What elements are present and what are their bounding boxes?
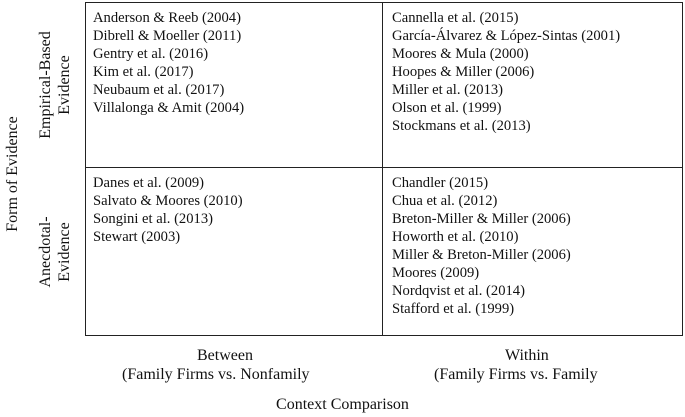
matrix-horizontal-divider [85,167,683,168]
column-label-between-line2: (Family Firms vs. Nonfamily [122,366,310,383]
citation-item: Chandler (2015) [392,175,489,191]
citation-item: Nordqvist et al. (2014) [392,283,525,299]
citation-item: Danes et al. (2009) [93,175,205,191]
citation-item: Songini et al. (2013) [93,211,213,227]
column-label-within [0,346,685,384]
citation-item: Cannella et al. (2015) [392,10,519,26]
citation-item: Miller & Breton-Miller (2006) [392,247,571,263]
x-axis-title: Context Comparison [276,396,409,413]
column-label-within-line1: Within [505,347,549,364]
row-label-empirical-line2: Evidence [56,55,73,115]
cell-anecdotal-between [93,174,243,246]
citation-item: Stockmans et al. (2013) [392,118,531,134]
row-label-anecdotal-line2: Evidence [56,222,73,282]
row-label-empirical [36,5,74,165]
matrix-vertical-divider [382,2,383,336]
cell-empirical-between [93,9,244,117]
row-label-anecdotal [36,172,74,332]
y-axis-title: Form of Evidence [4,116,21,232]
citation-item: Breton-Miller & Miller (2006) [392,211,571,227]
column-label-within-line2: (Family Firms vs. Family [434,366,598,383]
citation-item: Moores & Mula (2000) [392,46,529,62]
citation-item: García-Álvarez & López-Sintas (2001) [392,28,621,44]
cell-empirical-within [392,9,620,135]
citation-item: Moores (2009) [392,265,480,281]
row-label-anecdotal-line1: Anecdotal- [37,216,54,288]
citation-item: Olson et al. (1999) [392,100,502,116]
citation-item: Gentry et al. (2016) [93,46,209,62]
citation-item: Hoopes & Miller (2006) [392,64,535,80]
row-label-empirical-line1: Empirical-Based [37,31,54,139]
cell-anecdotal-within [392,174,571,318]
citation-item: Howorth et al. (2010) [392,229,519,245]
citation-item: Kim et al. (2017) [93,64,194,80]
citation-item: Chua et al. (2012) [392,193,498,209]
citation-item: Stewart (2003) [93,229,181,245]
citation-item: Stafford et al. (1999) [392,301,515,317]
citation-item: Anderson & Reeb (2004) [93,10,241,26]
citation-item: Neubaum et al. (2017) [93,82,225,98]
citation-item: Dibrell & Moeller (2011) [93,28,242,44]
citation-item: Villalonga & Amit (2004) [93,100,245,116]
citation-item: Miller et al. (2013) [392,82,504,98]
column-label-between-line1: Between [197,347,253,364]
citation-item: Salvato & Moores (2010) [93,193,243,209]
